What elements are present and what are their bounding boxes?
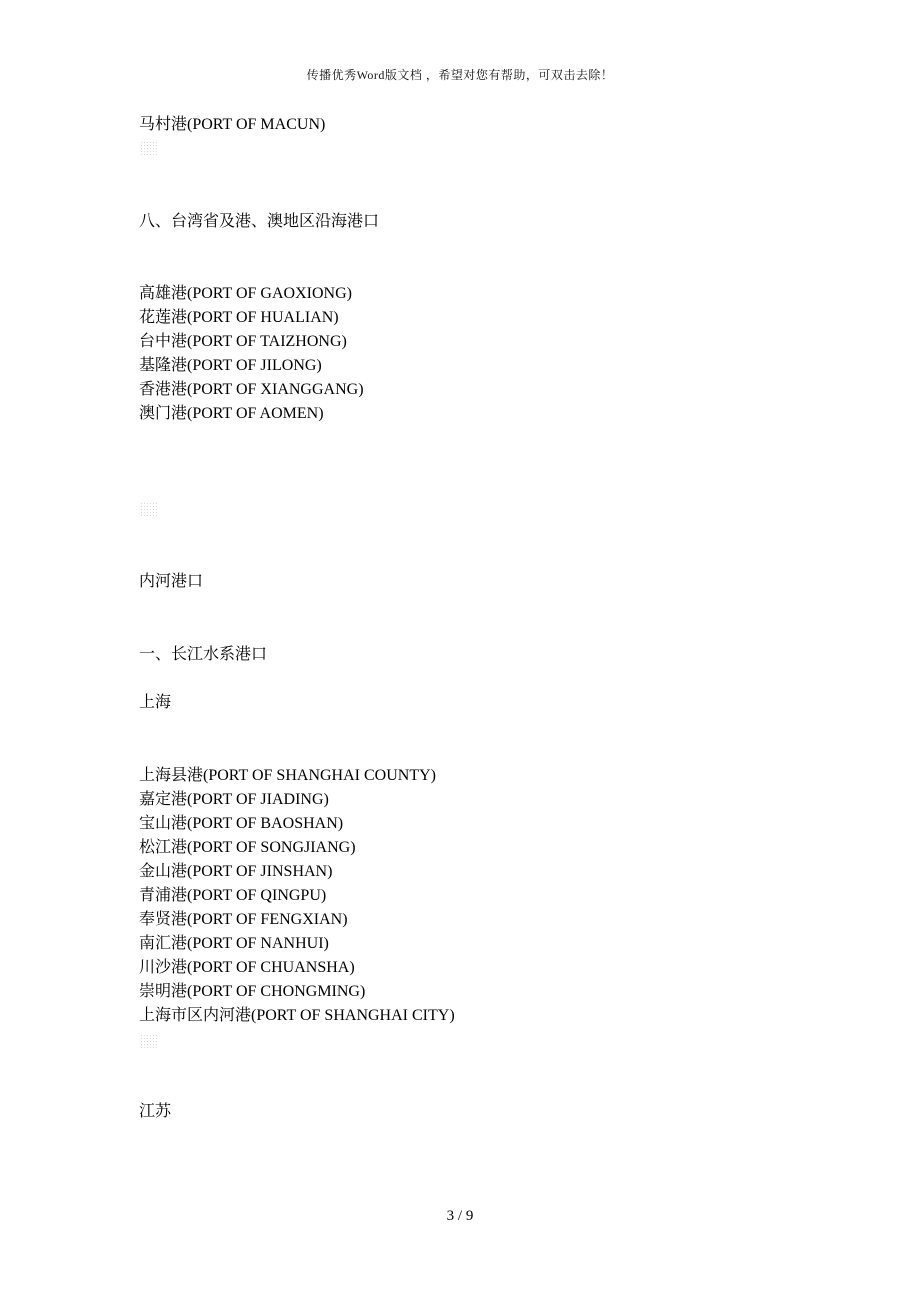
list-item: 青浦港(PORT OF QINGPU) bbox=[139, 887, 327, 904]
subheading-jiangsu: 江苏 bbox=[139, 1103, 172, 1120]
header-note: 传播优秀Word版文档 ，希望对您有帮助，可双击去除！ bbox=[306, 68, 614, 82]
list-item: 澳门港(PORT OF AOMEN) bbox=[139, 405, 324, 422]
list-item: 崇明港(PORT OF CHONGMING) bbox=[139, 983, 366, 1000]
subheading-shanghai: 上海 bbox=[139, 694, 172, 711]
list-item: 台中港(PORT OF TAIZHONG) bbox=[139, 333, 347, 350]
image-placeholder bbox=[140, 141, 158, 155]
list-item: 川沙港(PORT OF CHUANSHA) bbox=[139, 959, 355, 976]
port-macun: 马村港(PORT OF MACUN) bbox=[139, 116, 326, 133]
image-placeholder bbox=[140, 1034, 158, 1048]
list-item: 嘉定港(PORT OF JIADING) bbox=[139, 791, 329, 808]
list-item: 奉贤港(PORT OF FENGXIAN) bbox=[139, 911, 348, 928]
list-item: 松江港(PORT OF SONGJIANG) bbox=[139, 839, 356, 856]
list-item: 花莲港(PORT OF HUALIAN) bbox=[139, 309, 339, 326]
section-heading-inland: 内河港口 bbox=[139, 573, 204, 590]
image-placeholder bbox=[140, 502, 158, 516]
section-heading-yangtze: 一、长江水系港口 bbox=[139, 646, 268, 663]
list-item: 高雄港(PORT OF GAOXIONG) bbox=[139, 285, 352, 302]
list-item: 上海县港(PORT OF SHANGHAI COUNTY) bbox=[139, 767, 436, 784]
section-heading-taiwan-hk-macau: 八、台湾省及港、澳地区沿海港口 bbox=[139, 213, 380, 230]
list-item: 金山港(PORT OF JINSHAN) bbox=[139, 863, 333, 880]
list-item: 香港港(PORT OF XIANGGANG) bbox=[139, 381, 364, 398]
list-item: 宝山港(PORT OF BAOSHAN) bbox=[139, 815, 344, 832]
list-item: 上海市区内河港(PORT OF SHANGHAI CITY) bbox=[139, 1007, 455, 1024]
page-number: 3 / 9 bbox=[446, 1208, 474, 1224]
list-item: 基隆港(PORT OF JILONG) bbox=[139, 357, 322, 374]
list-item: 南汇港(PORT OF NANHUI) bbox=[139, 935, 329, 952]
